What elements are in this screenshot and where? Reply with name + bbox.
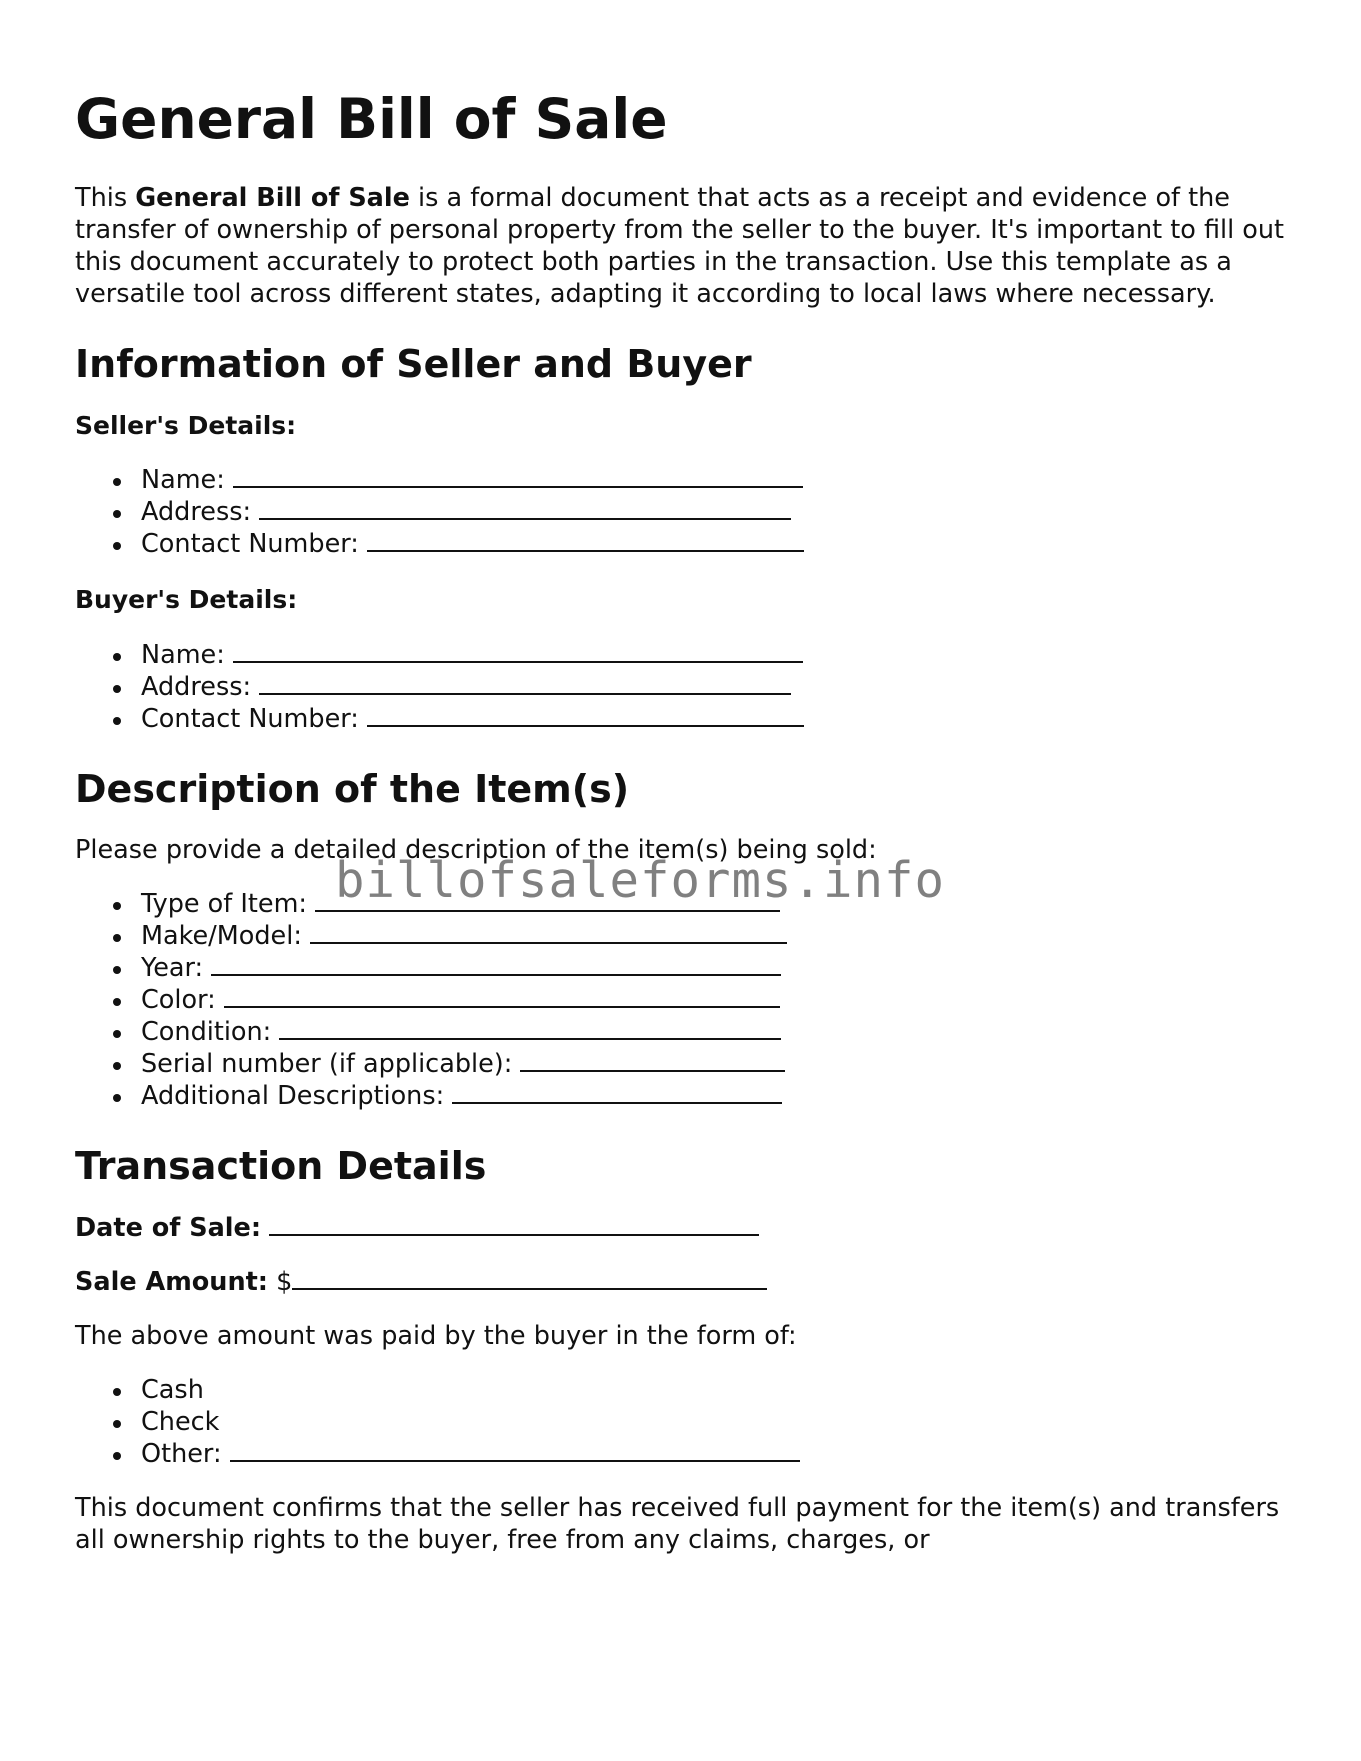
blank-line[interactable] — [367, 703, 804, 727]
date-of-sale-field[interactable] — [75, 1212, 1290, 1244]
document — [75, 86, 1290, 1556]
field-label: Other: — [141, 1438, 230, 1469]
transaction-heading: Transaction Details — [75, 1144, 487, 1189]
field-label: Year: — [141, 953, 212, 984]
field-label: Serial number (if applicable): — [141, 1049, 521, 1080]
field-label: Name: — [141, 465, 233, 496]
blank-line[interactable] — [230, 1438, 800, 1462]
seller-address-field[interactable] — [75, 496, 1290, 528]
seller-heading: Seller's Details: — [75, 410, 297, 440]
item-serial-field[interactable] — [75, 1048, 1290, 1080]
blank-line[interactable] — [520, 1048, 785, 1072]
field-label: Contact Number: — [141, 529, 368, 560]
sale-amount-field[interactable] — [75, 1266, 1290, 1298]
item-make-model-field[interactable] — [75, 920, 1290, 952]
payment-methods — [75, 1374, 1290, 1470]
intro-paragraph — [75, 182, 1290, 310]
blank-line[interactable] — [367, 528, 804, 552]
item-color-field[interactable] — [75, 984, 1290, 1016]
blank-line[interactable] — [452, 1080, 782, 1104]
blank-line[interactable] — [233, 639, 803, 663]
blank-line[interactable] — [259, 496, 791, 520]
payment-check[interactable]: Check — [75, 1406, 1290, 1438]
blank-line[interactable] — [269, 1212, 759, 1236]
field-label: Make/Model: — [141, 921, 311, 952]
buyer-heading: Buyer's Details: — [75, 585, 298, 615]
payment-cash[interactable]: Cash — [75, 1374, 1290, 1406]
intro-bold: General Bill of Sale — [135, 183, 410, 213]
field-label: Address: — [141, 671, 260, 702]
item-year-field[interactable] — [75, 952, 1290, 984]
paid-by-text: The above amount was paid by the buyer in the form of: — [75, 1320, 797, 1351]
field-label: Color: — [141, 985, 224, 1016]
field-label: Condition: — [141, 1017, 280, 1048]
intro-prefix: This — [75, 183, 136, 213]
field-label: Name: — [141, 639, 233, 670]
watermark: billofsaleforms.info — [335, 852, 946, 909]
field-label: Additional Descriptions: — [141, 1081, 453, 1112]
intro-rest: is a formal document that acts as a receipt and evidence of the transfer of ownership of personal property from the seller to the buyer. It's important to fill out this document accurately to protect both parties in the transaction. Use this template as a versatile tool across different states, adapting it according to local laws where necessary. — [75, 183, 1285, 309]
item-additional-field[interactable] — [75, 1080, 1290, 1112]
blank-line[interactable] — [259, 671, 791, 695]
buyer-address-field[interactable] — [75, 671, 1290, 703]
seller-fields — [75, 464, 1290, 560]
parties-heading: Information of Seller and Buyer — [75, 342, 752, 386]
seller-name-field[interactable] — [75, 464, 1290, 496]
confirmation-text: This document confirms that the seller has received full payment for the item(s) and transfers all ownership rights to the buyer, free from any claims, charges, or — [75, 1492, 1280, 1555]
items-heading: Description of the Item(s) — [75, 766, 630, 811]
items-prompt: Please provide a detailed description of the item(s) being sold: — [75, 835, 877, 866]
buyer-name-field[interactable] — [75, 639, 1290, 671]
item-condition-field[interactable] — [75, 1016, 1290, 1048]
blank-line[interactable] — [224, 984, 780, 1008]
blank-line[interactable] — [310, 920, 787, 944]
page-title: General Bill of Sale — [75, 87, 668, 151]
buyer-fields — [75, 639, 1290, 735]
blank-line[interactable] — [233, 464, 803, 488]
field-label: Contact Number: — [141, 703, 368, 734]
buyer-contact-field[interactable] — [75, 703, 1290, 735]
date-label: Date of Sale: — [75, 1212, 262, 1243]
field-label: Type of Item: — [141, 889, 316, 920]
field-label: Address: — [141, 497, 260, 528]
seller-contact-field[interactable] — [75, 528, 1290, 560]
item-fields — [75, 888, 1290, 1112]
blank-line[interactable] — [211, 952, 781, 976]
blank-line[interactable] — [292, 1266, 767, 1290]
payment-other[interactable] — [75, 1438, 1290, 1470]
blank-line[interactable] — [279, 1016, 781, 1040]
amount-label: Sale Amount: — [75, 1266, 269, 1297]
currency-symbol: $ — [276, 1266, 293, 1297]
